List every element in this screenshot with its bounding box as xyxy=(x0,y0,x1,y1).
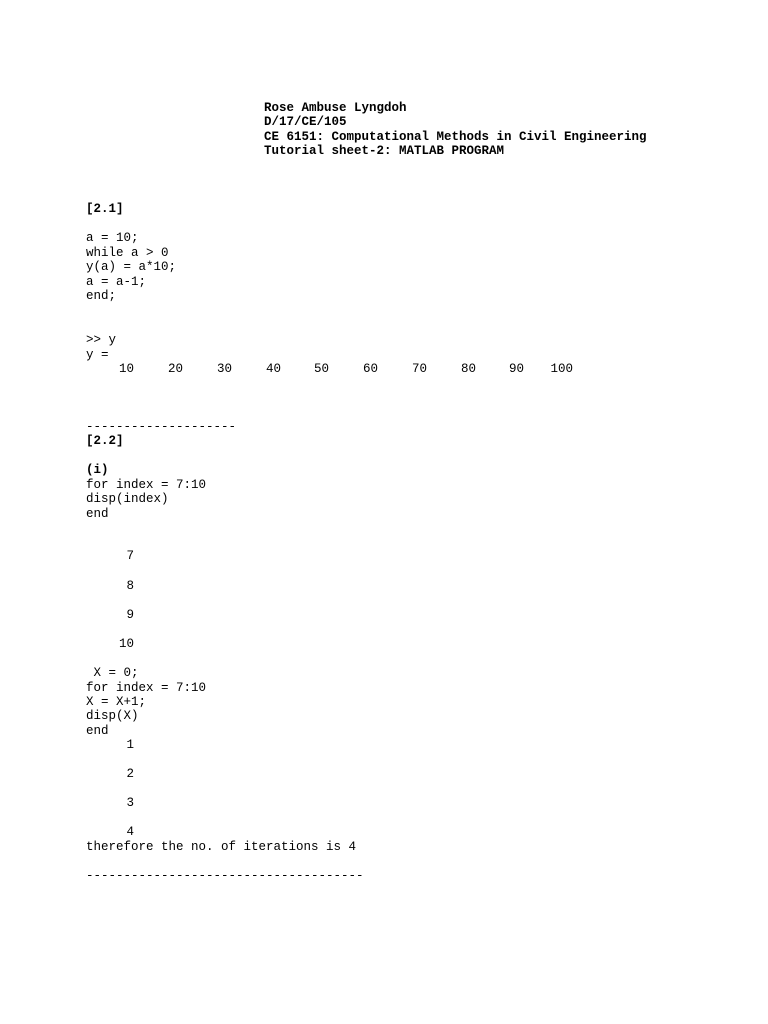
output-value: 1 xyxy=(126,738,134,752)
code-line: for index = 7:10 xyxy=(86,478,207,492)
sheet-title: Tutorial sheet-2: MATLAB PROGRAM xyxy=(264,144,505,158)
code-line: disp(X) xyxy=(86,709,139,723)
output-value: 2 xyxy=(126,767,134,781)
result-value: 20 xyxy=(167,362,183,376)
code-line: y(a) = a*10; xyxy=(86,260,177,274)
author-name: Rose Ambuse Lyngdoh xyxy=(264,101,407,115)
command-prompt: >> y xyxy=(86,333,117,347)
result-value: 70 xyxy=(411,362,427,376)
output-value: 8 xyxy=(126,579,134,593)
separator-short: -------------------- xyxy=(86,420,237,434)
result-value: 10 xyxy=(118,362,134,376)
output-value: 7 xyxy=(126,549,134,563)
section-2-2-heading: [2.2] xyxy=(86,434,124,448)
code-line: for index = 7:10 xyxy=(86,681,207,695)
result-value: 100 xyxy=(550,362,573,376)
code-line: end; xyxy=(86,289,117,303)
code-line: disp(index) xyxy=(86,492,169,506)
output-value: 10 xyxy=(118,637,134,651)
separator-long: ------------------------------------- xyxy=(86,869,364,883)
course-title: CE 6151: Computational Methods in Civil Engineering xyxy=(264,130,647,144)
conclusion-text: therefore the no. of iterations is 4 xyxy=(86,840,357,854)
result-value: 80 xyxy=(460,362,476,376)
code-line: a = 10; xyxy=(86,231,139,245)
roll-number: D/17/CE/105 xyxy=(264,115,347,129)
result-label: y = xyxy=(86,348,109,362)
code-line: end xyxy=(86,724,109,738)
result-values-row xyxy=(86,362,606,376)
result-value: 30 xyxy=(216,362,232,376)
result-value: 90 xyxy=(508,362,524,376)
part-label: (i) xyxy=(86,463,109,477)
result-value: 50 xyxy=(313,362,329,376)
code-line: X = 0; xyxy=(86,666,139,680)
result-value: 40 xyxy=(265,362,281,376)
output-value: 9 xyxy=(126,608,134,622)
section-2-1-heading: [2.1] xyxy=(86,202,124,216)
result-value: 60 xyxy=(362,362,378,376)
code-line: a = a-1; xyxy=(86,275,147,289)
code-line: end xyxy=(86,507,109,521)
output-value: 3 xyxy=(126,796,134,810)
code-line: X = X+1; xyxy=(86,695,147,709)
code-line: while a > 0 xyxy=(86,246,169,260)
output-value: 4 xyxy=(126,825,134,839)
